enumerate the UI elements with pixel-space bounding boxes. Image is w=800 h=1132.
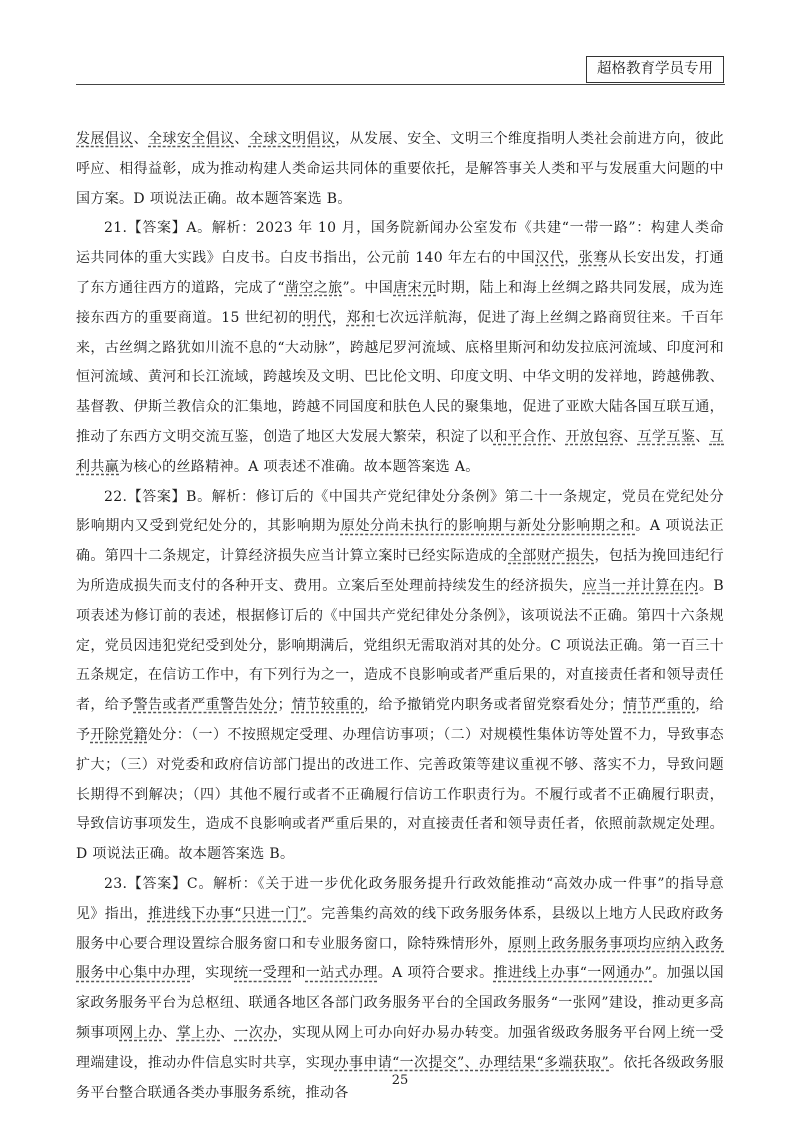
underlined-phrase: 推进线上办事“一网通办” — [493, 965, 653, 982]
paragraph — [76, 214, 724, 482]
underlined-phrase: 办事申请“一次提交”、办理结果“多端获取” — [334, 1054, 610, 1071]
page-number: 25 — [391, 1073, 409, 1088]
text-run: ，包括为挽回违纪行为所造成损失而支付的各种开支、费用。立案后至处理前持续发生的经济损失， — [76, 548, 724, 594]
text-run: ，给予撤销党内职务或者留党察看处分； — [364, 697, 624, 714]
underlined-phrase: 全球文明倡议 — [248, 131, 336, 147]
text-run: 和 — [291, 965, 306, 982]
text-run: 21.【答案】A。解析：2023 年 10 月，国务院新闻办公室发布《共建“一带一路”：构建人类命运共同体的重大实践》白皮书。白皮书指出，公元前 140 年左右的中国 — [76, 220, 724, 267]
underlined-phrase: 统一受理 — [234, 965, 292, 982]
text-run: 处分：（一）不按照规定受理、办理信访事项；（二）对规模性集体访等处置不力，导致事态扩大；（三）对党委和政府信访部门提出的改进工作、完善政策等建议重视不够、落实不力，导致问题长期得不到解决；（四）其他不履行或者不正确履行信访工作职责行为。不履行或者不正确履行职责，导致信访事项发生，造成不良影响或者严重后果的，对直接责任者和领导责任者，依照前款规定处理。D 项说法正确。故本题答案选 B。 — [76, 726, 724, 863]
underlined-phrase: 和平合作 — [493, 428, 552, 445]
text-run: ，给予 — [76, 697, 725, 743]
underlined-phrase: 网上办 — [119, 1024, 163, 1041]
text-run: 七次远洋航海，促进了海上丝绸之路商贸往来。千百年来，古丝绸之路犹如川流不息的“大动脉”，跨越尼罗河流域、底格里斯河和幼发拉底河流域、印度河和恒河流域、黄河和长江流域，跨越埃及文明、巴比伦文明、印度文明、中华文明的发祥地，跨越佛教、基督教、伊斯兰教信众的汇集地，跨越不同国度和肤色人民的聚集地，促进了亚欧大陆各国互联互通，推动了东西方文明交流互鉴，创造了地区大发展大繁荣，积淀了以 — [76, 309, 724, 445]
text-run: ，实现从网上可办向好办易办转变。加强省级政务服务平台网上统一受理端建设，推动办件信息实时共享，实现 — [76, 1024, 724, 1071]
header-tag: 超格教育学员专用 — [586, 56, 724, 83]
underlined-phrase: 张骞 — [578, 250, 608, 267]
header-rule — [76, 84, 725, 85]
text-run: 、 — [551, 428, 566, 445]
underlined-phrase: 郑和 — [346, 309, 376, 326]
text-run: 时期，陆上和海上丝绸之路共同发展，成为连接东西方的重要商道。15 世纪初的 — [76, 279, 725, 326]
underlined-phrase: 全球安全倡议 — [148, 131, 235, 147]
text-run: ， — [564, 250, 579, 267]
underlined-phrase: 互学互鉴 — [637, 428, 696, 445]
text-run: ，从发展、安全、文明三个维度指明人类社会前进方向，彼此呼应、相得益彰，成为推动构建人类命运共同体的重要依托，是解答事关人类和平与发展重大问题的中国方案。D 项说法正确。故本题答案选 B。 — [76, 131, 724, 207]
text-run: 为核心的丝路精神。A 项表述不准确。故本题答案选 A。 — [119, 458, 480, 475]
underlined-phrase: 凿空之旅 — [284, 279, 343, 296]
text-run: 、 — [695, 428, 710, 445]
underlined-phrase: 应当一并计算在内 — [582, 577, 699, 594]
text-run: ，实现 — [190, 965, 235, 982]
underlined-phrase: 警告或者严重警告处分 — [133, 697, 278, 714]
underlined-phrase: 发展倡议 — [76, 131, 134, 147]
underlined-phrase: 全部财产损失 — [508, 548, 595, 565]
underlined-phrase: 一站式办理 — [305, 965, 378, 982]
text-run: 。A 项符合要求。 — [377, 965, 494, 982]
text-run: 。依托各级政务服务平台整合联通各类办事服务系统，推动各 — [76, 1054, 724, 1101]
text-run: 23.【答案】C。解析：《关于进一步优化政务服务提升行政效能推动“高效办成一件事”的指导意见》指出， — [76, 875, 724, 922]
text-run: ； — [277, 697, 292, 714]
text-run: ， — [331, 309, 347, 326]
underlined-phrase: 情节严重的 — [623, 697, 696, 714]
text-run: 、 — [162, 1024, 177, 1041]
underlined-phrase: 掌上办 — [176, 1024, 221, 1041]
underlined-phrase: 唐宋元 — [393, 279, 437, 296]
paragraph — [76, 125, 724, 214]
underlined-phrase: 开除党籍 — [90, 726, 148, 743]
text-run: 。A 项说法正确。第四十二条规定，计算经济损失应当计算立案时已经实际造成的 — [76, 518, 724, 565]
underlined-phrase: 汉代 — [535, 250, 565, 267]
underlined-phrase: 原则上政务服务事项均应纳入政务服务中心集中办理 — [76, 935, 725, 982]
text-run: 22.【答案】B。解析：修订后的《中国共产党纪律处分条例》第二十一条规定，党员在党纪处分影响期内又受到党纪处分的，其影响期为 — [76, 488, 724, 535]
text-run: 。加强以国家政务服务平台为总枢纽、联通各地区各部门政务服务平台的全国政务服务“一张网”建设，推动更多高频事项 — [76, 965, 725, 1041]
text-run: 、 — [133, 131, 149, 147]
underlined-phrase: 互利共赢 — [76, 428, 724, 475]
paragraph — [76, 483, 724, 870]
text-run: 、 — [234, 131, 249, 147]
text-run: 。B 项表述为修订前的表述，根据修订后的《中国共产党纪律处分条例》，该项说法不正确。第四十六条规定，党员因违犯党纪受到处分，影响期满后，党组织无需取消对其的处分。C 项说法正确。第一百三十五条规定，在信访工作中，有下列行为之一，造成不良影响或者严重后果的，对直接责任者和领导责任者，给予 — [76, 577, 724, 714]
text-run: 、 — [220, 1024, 235, 1041]
underlined-phrase: 明代 — [302, 309, 332, 326]
underlined-phrase: 推进线下办事“只进一门” — [147, 905, 307, 922]
text-run: ”。中国 — [342, 279, 394, 296]
underlined-phrase: 情节较重的 — [291, 697, 365, 714]
underlined-phrase: 开放包容 — [565, 428, 624, 445]
text-run: 、 — [623, 428, 638, 445]
text-run: 从长安出发，打通了东方通往西方的道路，完成了“ — [76, 250, 725, 296]
page-body — [76, 125, 724, 1108]
text-run: 。完善集约高效的线下政务服务体系，县级以上地方人民政府政务服务中心要合理设置综合服务窗口和专业服务窗口，除特殊情形外， — [76, 905, 725, 952]
underlined-phrase: 原处分尚未执行的影响期与新处分影响期之和 — [340, 518, 636, 535]
underlined-phrase: 一次办 — [234, 1024, 278, 1041]
